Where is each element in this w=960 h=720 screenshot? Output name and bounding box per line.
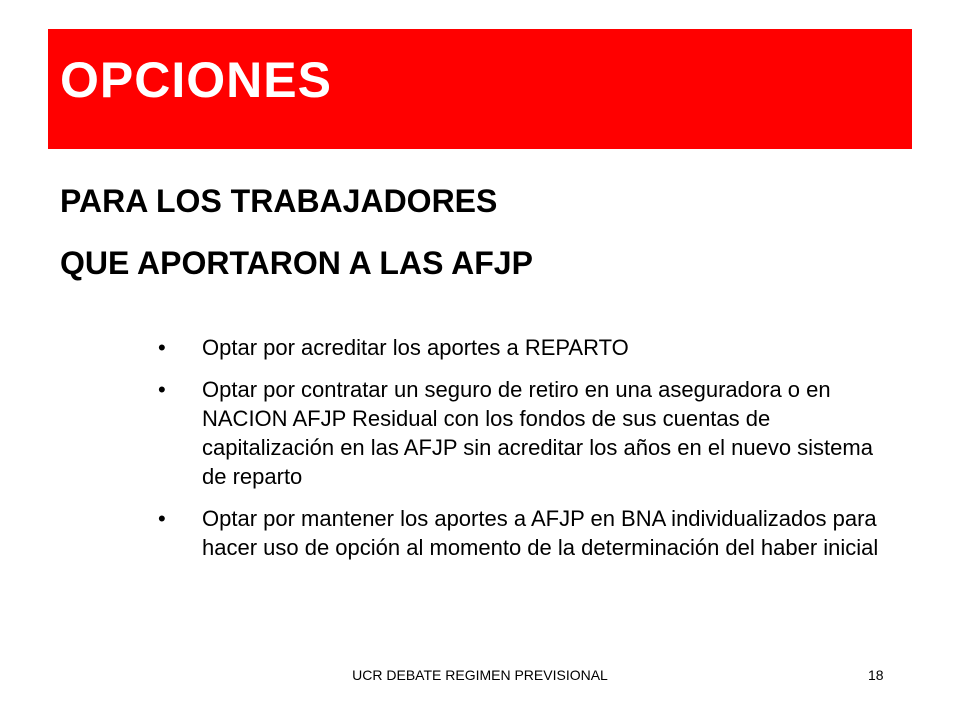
bullet-text: Optar por mantener los aportes a AFJP en BNA individualizados para hacer uso de opción al momento de la determinación del haber inicial <box>202 506 879 560</box>
slide-footer: UCR DEBATE REGIMEN PREVISIONAL <box>352 667 608 683</box>
bullet-item <box>158 375 898 491</box>
bullet-text: Optar por acreditar los aportes a REPARTO <box>202 335 629 360</box>
bullet-marker: • <box>158 335 166 360</box>
page-number: 18 <box>868 667 884 683</box>
bullet-marker: • <box>158 377 166 402</box>
slide-title: OPCIONES <box>60 52 332 108</box>
bullet-text: Optar por contratar un seguro de retiro en una aseguradora o en NACION AFJP Residual con los fondos de sus cuentas de capitalización en las AFJP sin acreditar los años en el nuevo sistema de reparto <box>202 377 873 489</box>
bullet-list <box>158 333 898 575</box>
subtitle-line-1: PARA LOS TRABAJADORES <box>60 183 498 219</box>
bullet-marker: • <box>158 506 166 531</box>
bullet-item <box>158 333 898 362</box>
title-banner <box>48 29 912 149</box>
bullet-item <box>158 504 898 562</box>
subtitle-line-2: QUE APORTARON A LAS AFJP <box>60 245 533 281</box>
